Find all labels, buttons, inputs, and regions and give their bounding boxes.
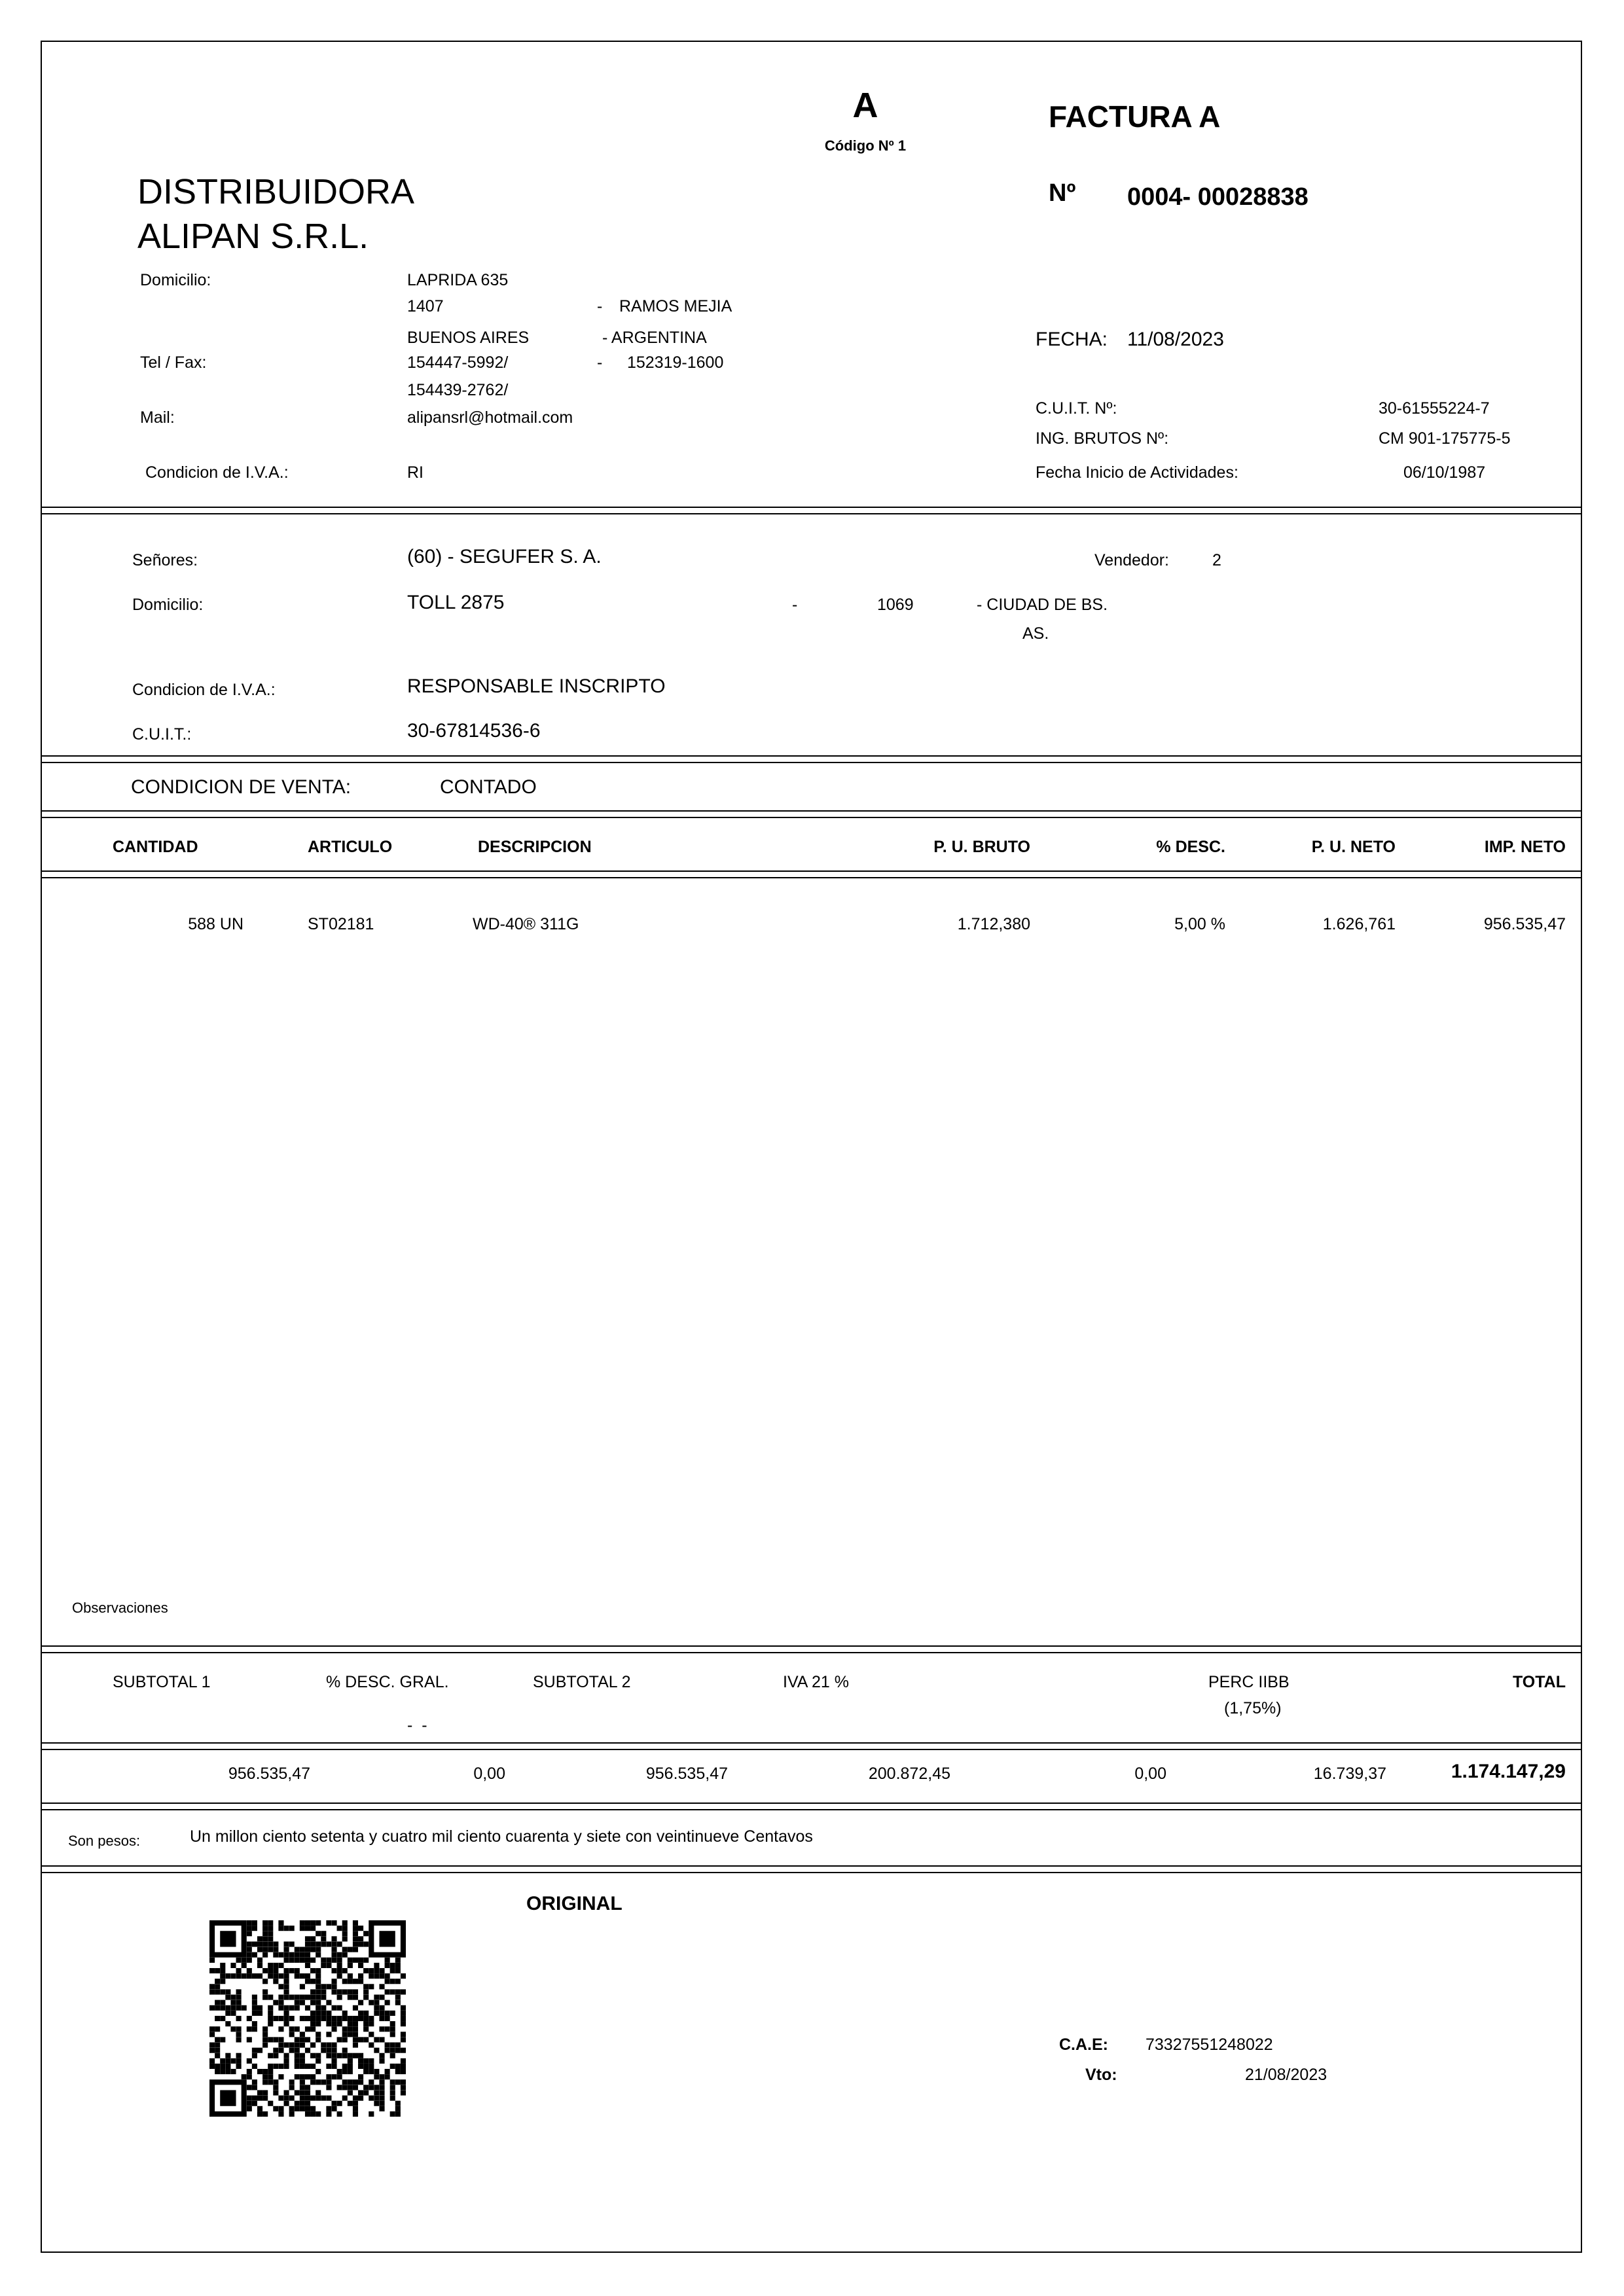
invoice-type: FACTURA A [1049, 99, 1221, 134]
cell-imp-neto: 956.535,47 [1483, 915, 1566, 933]
totals-value-subtotal2: 956.535,47 [645, 1765, 728, 1783]
sale-rule-2 [41, 817, 1582, 818]
company-name-line1: DISTRIBUIDORA [137, 172, 415, 211]
totals-rule-top-1 [41, 1645, 1582, 1647]
company-cuit-value: 30-61555224-7 [1379, 399, 1490, 418]
cell-pu-neto: 1.626,761 [1322, 915, 1396, 933]
company-phone-2: 152319-1600 [627, 353, 724, 372]
company-address-dash: - [597, 297, 603, 315]
company-cuit-label: C.U.I.T. Nº: [1036, 399, 1117, 418]
totals-dashes: - - [407, 1716, 427, 1734]
col-header-imp-neto: IMP. NETO [1484, 838, 1566, 856]
totals-rule-bottom-2 [41, 1809, 1582, 1810]
border-bottom [41, 2251, 1582, 2253]
totals-value-total: 1.174.147,29 [1451, 1761, 1566, 1782]
cae-value: 73327551248022 [1146, 2036, 1273, 2054]
company-start-value: 06/10/1987 [1403, 463, 1486, 482]
invoice-sheet [41, 41, 1582, 2253]
invoice-number: 0004- 00028838 [1127, 183, 1308, 211]
customer-address-label: Domicilio: [132, 596, 204, 614]
customer-name-value: (60) - SEGUFER S. A. [407, 546, 602, 567]
totals-value-perc-iibb: 16.739,37 [1313, 1765, 1386, 1783]
invoice-number-label: Nº [1049, 179, 1076, 207]
amount-words-value: Un millon ciento setenta y cuatro mil ciento cuarenta y siete con veintinueve Centavos [190, 1827, 813, 1846]
salesperson-value: 2 [1212, 551, 1221, 569]
totals-header-iva: IVA 21 % [783, 1673, 849, 1691]
invoice-letter: A [852, 86, 878, 125]
cell-desc-pct: 5,00 % [1174, 915, 1225, 933]
table-header-rule-1 [41, 870, 1582, 872]
totals-header-perc-iibb-rate: (1,75%) [1224, 1699, 1282, 1717]
company-start-label: Fecha Inicio de Actividades: [1036, 463, 1238, 482]
company-mail-label: Mail: [140, 408, 175, 427]
original-label: ORIGINAL [526, 1893, 623, 1914]
company-phone-3: 154439-2762/ [407, 381, 509, 399]
customer-cuit-value: 30-67814536-6 [407, 720, 541, 742]
header-rule-2 [41, 513, 1582, 514]
totals-value-iva: 200.872,45 [868, 1765, 950, 1783]
customer-address-dash: - [792, 596, 798, 614]
cell-articulo: ST02181 [308, 915, 374, 933]
cae-label: C.A.E: [1059, 2036, 1108, 2054]
company-address-city: RAMOS MEJIA [619, 297, 732, 315]
qr-code [209, 1920, 406, 2117]
col-header-desc-pct: % DESC. [1156, 838, 1225, 856]
col-header-descripcion: DESCRIPCION [478, 838, 592, 856]
invoice-codigo: Código Nº 1 [824, 137, 907, 154]
company-address-street: LAPRIDA 635 [407, 271, 509, 289]
salesperson-label: Vendedor: [1094, 551, 1169, 569]
customer-cuit-label: C.U.I.T.: [132, 725, 192, 744]
invoice-date-label: FECHA: [1036, 329, 1108, 350]
cell-pu-bruto: 1.712,380 [957, 915, 1030, 933]
cell-cantidad: 588 UN [188, 915, 244, 933]
totals-rule-mid-1 [41, 1742, 1582, 1744]
amount-words-label: Son pesos: [68, 1833, 141, 1849]
company-iva-label: Condicion de I.V.A.: [145, 463, 289, 482]
col-header-cantidad: CANTIDAD [113, 838, 198, 856]
customer-iva-label: Condicion de I.V.A.: [132, 681, 276, 699]
header-rule-1 [41, 507, 1582, 508]
company-phone-1: 154447-5992/ [407, 353, 509, 372]
customer-iva-value: RESPONSABLE INSCRIPTO [407, 675, 666, 697]
company-address-zip: 1407 [407, 297, 444, 315]
customer-name-label: Señores: [132, 551, 198, 569]
sale-condition-label: CONDICION DE VENTA: [131, 776, 352, 798]
company-iibb-label: ING. BRUTOS Nº: [1036, 429, 1169, 448]
totals-value-desc-gral: 0,00 [473, 1765, 505, 1783]
customer-address-city-2: AS. [1022, 624, 1049, 643]
col-header-pu-bruto: P. U. BRUTO [933, 838, 1030, 856]
totals-value-extra: 0,00 [1134, 1765, 1166, 1783]
company-name-line2: ALIPAN S.R.L. [137, 217, 369, 256]
border-top [41, 41, 1582, 42]
totals-rule-mid-2 [41, 1749, 1582, 1750]
totals-header-subtotal2: SUBTOTAL 2 [533, 1673, 631, 1691]
company-iva-value: RI [407, 463, 424, 482]
border-right [1581, 41, 1582, 2253]
totals-rule-bottom-1 [41, 1803, 1582, 1804]
customer-address-zip: 1069 [877, 596, 914, 614]
cell-descripcion: WD-40® 311G [473, 915, 579, 933]
totals-header-desc-gral: % DESC. GRAL. [326, 1673, 449, 1691]
words-rule-1 [41, 1865, 1582, 1867]
company-mail-value: alipansrl@hotmail.com [407, 408, 573, 427]
totals-value-subtotal1: 956.535,47 [228, 1765, 310, 1783]
company-iibb-value: CM 901-175775-5 [1379, 429, 1511, 448]
sale-rule-1 [41, 810, 1582, 812]
totals-header-perc-iibb: PERC IIBB [1208, 1673, 1290, 1691]
cae-due-label: Vto: [1085, 2066, 1117, 2084]
customer-rule-2 [41, 762, 1582, 763]
company-address-province: BUENOS AIRES [407, 329, 530, 347]
table-header-rule-2 [41, 877, 1582, 878]
words-rule-2 [41, 1872, 1582, 1873]
col-header-pu-neto: P. U. NETO [1311, 838, 1396, 856]
customer-address-value: TOLL 2875 [407, 592, 505, 613]
company-address-label: Domicilio: [140, 271, 211, 289]
company-phone-dash: - [597, 353, 603, 372]
border-left [41, 41, 42, 2253]
observaciones-label: Observaciones [72, 1600, 168, 1616]
customer-address-city-1: - CIUDAD DE BS. [977, 596, 1108, 614]
sale-condition-value: CONTADO [440, 776, 537, 798]
customer-rule-1 [41, 755, 1582, 757]
cae-due-value: 21/08/2023 [1245, 2066, 1327, 2084]
totals-header-subtotal1: SUBTOTAL 1 [113, 1673, 211, 1691]
company-phone-label: Tel / Fax: [140, 353, 207, 372]
col-header-articulo: ARTICULO [308, 838, 393, 856]
totals-header-total: TOTAL [1512, 1673, 1566, 1691]
invoice-date-value: 11/08/2023 [1127, 329, 1224, 350]
company-address-country: - ARGENTINA [602, 329, 707, 347]
totals-rule-top-2 [41, 1652, 1582, 1653]
